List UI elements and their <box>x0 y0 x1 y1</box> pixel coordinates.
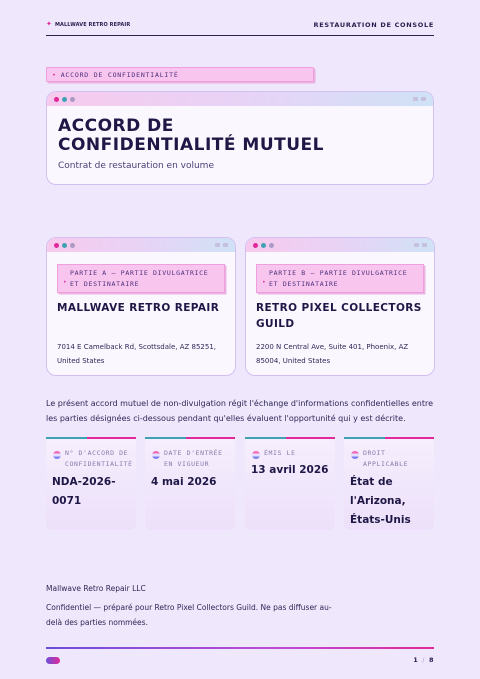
meta-value: 13 avril 2026 <box>251 464 329 476</box>
flag-icon <box>351 451 359 459</box>
page-total: 8 <box>428 656 434 664</box>
window-controls-icon <box>414 243 427 247</box>
meta-card-issued-on <box>245 437 335 530</box>
party-name: RETRO PIXEL COLLECTORS GUILD <box>256 302 422 330</box>
party-role: • PARTIE B — PARTIE DIVULGATRICE ET DESTINATAIRE <box>256 264 424 293</box>
party-address: 7014 E Camelback Rd, Scottsdale, AZ 85251, United States <box>57 343 217 365</box>
page-title-line: ACCORD DE <box>58 116 174 136</box>
party-card-a <box>46 237 236 376</box>
star-icon: ✦ <box>46 20 52 28</box>
flag-icon <box>252 451 260 459</box>
meta-card-governing-law <box>344 437 434 530</box>
window-dot-icon <box>70 243 75 248</box>
window-dot-icon <box>269 243 274 248</box>
flag-icon <box>152 451 160 459</box>
meta-card-effective-date <box>145 437 235 530</box>
footer-company: Mallwave Retro Repair LLC <box>46 584 146 593</box>
page-number: 1 <box>413 656 419 664</box>
brand-name: MALLWAVE RETRO REPAIR <box>54 21 131 28</box>
bullet-icon: • <box>52 70 57 79</box>
window-dot-icon <box>261 243 266 248</box>
brand <box>46 21 130 28</box>
page-subtitle: Contrat de restauration en volume <box>58 161 214 171</box>
party-card-b <box>245 237 435 376</box>
intro-paragraph: Le présent accord mutuel de non-divulgation régit l'échange d'informations confidentielles entre les parties désignées ci-dessous pendant qu'elles évaluent l'opportunité qui y est décrite. <box>46 399 433 423</box>
meta-value: 4 mai 2026 <box>151 476 217 488</box>
window-dot-icon <box>54 97 59 102</box>
window-dot-icon <box>62 243 67 248</box>
window-titlebar <box>47 92 433 106</box>
flag-icon <box>53 451 61 459</box>
meta-label: N° D'ACCORD DE CONFIDENTIALITÉ <box>65 449 133 468</box>
page-header <box>46 14 434 36</box>
page-title <box>58 117 324 155</box>
party-name: MALLWAVE RETRO REPAIR <box>57 302 220 314</box>
window-dot-icon <box>253 243 258 248</box>
window-dot-icon <box>54 243 59 248</box>
window-dot-icon <box>62 97 67 102</box>
document-tag-label: ACCORD DE CONFIDENTIALITÉ <box>60 70 179 79</box>
document-kind: RESTAURATION DE CONSOLE <box>313 20 434 29</box>
meta-label: DATE D'ENTRÉE EN VIGUEUR <box>164 449 223 468</box>
bullet-icon: • <box>262 279 267 286</box>
window-controls-icon <box>413 97 426 101</box>
window-titlebar <box>47 238 235 252</box>
party-role: • PARTIE A — PARTIE DIVULGATRICE ET DESTINATAIRE <box>57 264 225 293</box>
page-title-line: CONFIDENTIALITÉ MUTUEL <box>58 135 324 155</box>
window-controls-icon <box>215 243 228 247</box>
meta-value: NDA-2026-0071 <box>52 476 116 507</box>
meta-label: ÉMIS LE <box>264 449 296 457</box>
footer-confidential-note: Confidentiel — préparé pour Retro Pixel Collectors Guild. Ne pas diffuser au-delà des parties nommées. <box>46 603 332 627</box>
bullet-icon: • <box>63 279 68 286</box>
footer-divider <box>46 647 434 649</box>
page-counter: 1 / 8 <box>413 656 434 664</box>
party-address: 2200 N Central Ave, Suite 401, Phoenix, AZ 85004, United States <box>256 343 409 365</box>
document-tag <box>46 67 314 82</box>
window-titlebar <box>246 238 434 252</box>
window-dot-icon <box>70 97 75 102</box>
title-card <box>46 91 434 185</box>
meta-label: DROIT APPLICABLE <box>363 449 409 468</box>
footer-pill-icon <box>46 657 60 664</box>
meta-card-agreement-number <box>46 437 136 530</box>
meta-value: État de l'Arizona, États-Unis <box>350 476 411 526</box>
